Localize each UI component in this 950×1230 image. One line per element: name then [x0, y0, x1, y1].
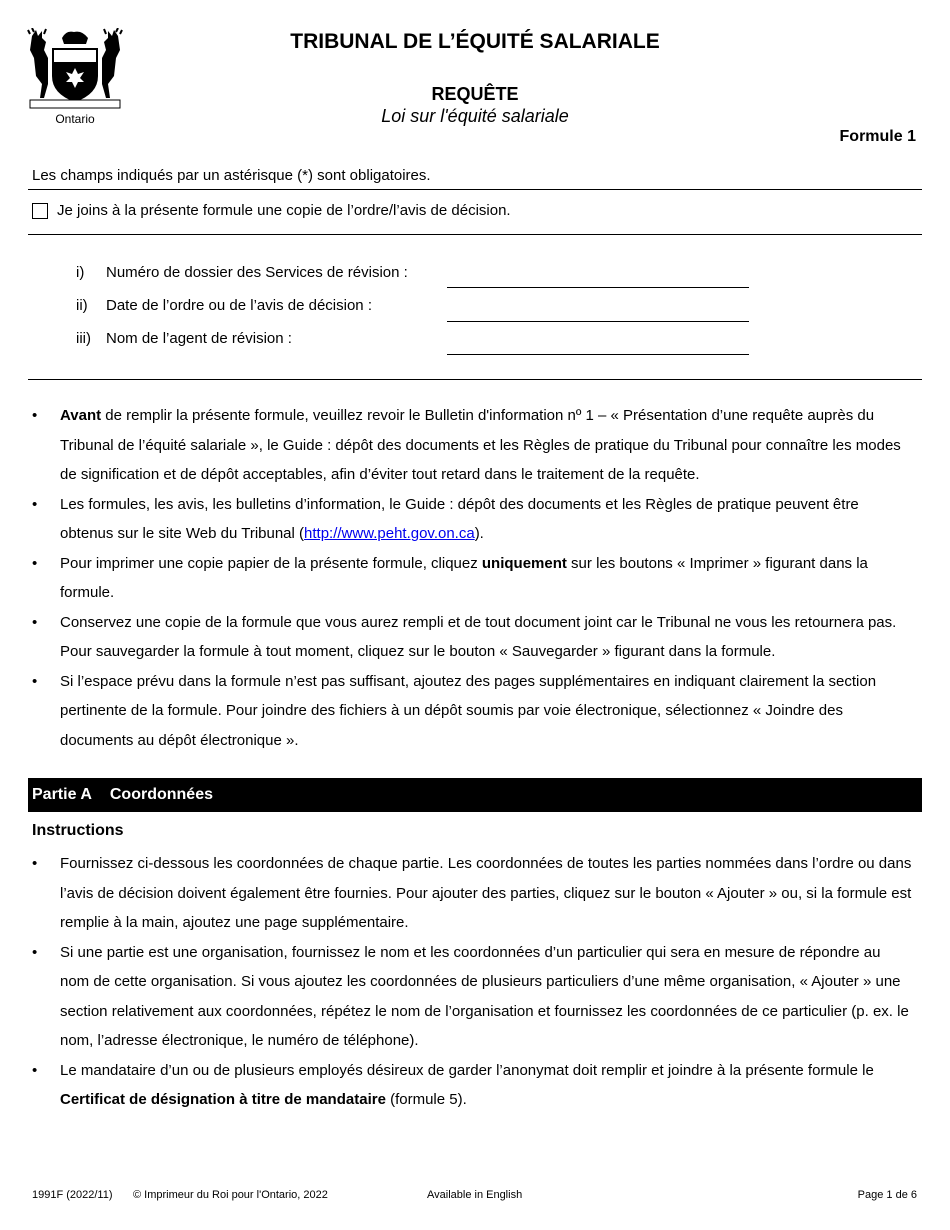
- section-header-part-a: [28, 778, 922, 812]
- party-instructions: [32, 849, 912, 1115]
- list-item: • Pour imprimer une copie papier de la présente formule, cliquez uniquement sur les boutons « Imprimer » figurant dans la formule.: [32, 554, 868, 601]
- section-part: Partie A: [32, 786, 92, 803]
- bullet-text: Conservez une copie de la formule que vous aurez rempli et de tout document joint car le Tribunal ne vous les retournera pas. Pour sauvegarder la formule à tout moment, cliquez sur le bouton « Sauvegarder » figurant dans la formule.: [60, 613, 897, 660]
- tribunal-title: TRIBUNAL DE L’ÉQUITÉ SALARIALE: [290, 30, 660, 53]
- logo-label: Ontario: [55, 112, 95, 126]
- bullet-text: (formule 5).: [385, 1091, 467, 1108]
- list-item: • Fournissez ci-dessous les coordonnées de chaque partie. Les coordonnées de toutes les parties nommées dans l’ordre ou dans l’avis de décision doivent également être fournies. Pour ajouter des parties, cliquez sur le bouton « Ajouter » ou, si la formule est remplie à la main, ajoutez une page supplémentaire.: [32, 855, 912, 931]
- bullet-text: Fournissez ci-dessous les coordonnées de chaque partie. Les coordonnées de toutes les parties nommées dans l’ordre ou dans l’avis de décision doivent également être fournies. Pour ajouter des parties, cliquez sur le bouton « Ajouter » ou, si la formule est remplie à la main, ajoutez une page supplémentaire.: [60, 855, 912, 931]
- bullet-text: ).: [474, 525, 484, 542]
- list-item: • Conservez une copie de la formule que vous aurez rempli et de tout document joint car le Tribunal ne vous les retournera pas. Pour sauvegarder la formule à tout moment, cliquez sur le bouton « Sauvegarder » figurant dans la formule.: [32, 613, 897, 660]
- bullet-text: Le mandataire d’un ou de plusieurs employés désireux de garder l’anonymat doit remplir et joindre à la présente formule le: [60, 1061, 874, 1079]
- bullet-text: Les formules, les avis, les bulletins d’information, le Guide : dépôt des documents et les Règles de pratique peuvent être obtenus sur le site Web du Tribunal (: [60, 495, 859, 542]
- divider: [28, 189, 922, 190]
- act-name: Loi sur l'équité salariale: [381, 106, 569, 126]
- available-in-english: Available in English: [427, 1189, 523, 1201]
- field-label: Nom de l’agent de révision :: [106, 330, 292, 347]
- field-num: i): [76, 264, 85, 281]
- officer-name-input[interactable]: [447, 354, 749, 355]
- bullet-bold: Certificat de désignation à titre de mandataire: [60, 1091, 386, 1108]
- field-decision-date: [76, 297, 372, 314]
- bullet-text: de remplir la présente formule, veuillez revoir le Bulletin d'information nº 1 – « Présentation d’une requête auprès du Tribunal de l’équité salariale », le Guide : dépôt des documents et les Règles de pratique du Tribunal pour connaître les modes de signification et de dépôt acceptables, afin d’éviter tout retard dans le traitement de la requête.: [60, 407, 901, 483]
- attach-copy-label: Je joins à la présente formule une copie de l’ordre/l’avis de décision.: [57, 202, 511, 219]
- decision-date-input[interactable]: [447, 321, 749, 322]
- section-title: Coordonnées: [109, 786, 213, 803]
- required-note: Les champs indiqués par un astérisque (*) sont obligatoires.: [32, 167, 431, 184]
- bullet-bold: Avant: [60, 407, 102, 424]
- attach-copy-checkbox[interactable]: [32, 203, 48, 219]
- bullet-text: Si l’espace prévu dans la formule n’est pas suffisant, ajoutez des pages supplémentaires en indiquant clairement la section pertinente de la formule. Pour joindre des fichiers à un dépôt soumis par voie électronique, sélectionnez « Joindre des documents au dépôt électronique ».: [60, 672, 877, 749]
- field-label: Date de l’ordre ou de l’avis de décision :: [106, 297, 372, 314]
- divider: [28, 234, 922, 235]
- field-num: iii): [76, 330, 91, 347]
- copyright: © Imprimeur du Roi pour l'Ontario, 2022: [133, 1189, 328, 1201]
- bullet-text: Si une partie est une organisation, fournissez le nom et les coordonnées d’un particulier qui sera en mesure de répondre au nom de cette organisation. Si vous ajoutez les coordonnées de plusieurs particuliers d’une même organisation, « Ajouter » une section relativement aux coordonnées, répétez le nom de l’organisation et fournissez les coordonnées de ce particulier (p. ex. le nom, l’adresse électronique, le numéro de téléphone).: [60, 943, 909, 1049]
- bullet-text: sur les boutons « Imprimer » figurant dans la formule.: [60, 554, 868, 601]
- list-item: • Le mandataire d’un ou de plusieurs employés désireux de garder l’anonymat doit remplir et joindre à la présente formule le Certificat de désignation à titre de mandataire (formule 5).: [32, 1061, 874, 1108]
- divider: [28, 379, 922, 380]
- list-item: • Si l’espace prévu dans la formule n’est pas suffisant, ajoutez des pages supplémentaires en indiquant clairement la section pertinente de la formule. Pour joindre des fichiers à un dépôt soumis par voie électronique, sélectionnez « Joindre des documents au dépôt électronique ».: [32, 672, 877, 749]
- file-number-input[interactable]: [447, 287, 749, 288]
- general-instructions: [32, 401, 912, 755]
- field-file-number: [76, 264, 408, 281]
- page-number: Page 1 de 6: [857, 1189, 917, 1201]
- list-item: • Les formules, les avis, les bulletins d’information, le Guide : dépôt des documents et les Règles de pratique peuvent être obtenus sur le site Web du Tribunal (http://www.peht.gov.on.ca).: [32, 495, 859, 542]
- bullet-bold: uniquement: [481, 554, 567, 572]
- field-num: ii): [76, 297, 88, 314]
- form-code: 1991F (2022/11): [32, 1189, 113, 1201]
- field-label: Numéro de dossier des Services de révision :: [106, 264, 408, 281]
- field-officer-name: [76, 330, 292, 347]
- instructions-heading: Instructions: [32, 822, 124, 839]
- form-number: Formule 1: [839, 128, 916, 145]
- bullet-text: Pour imprimer une copie papier de la présente formule, cliquez: [60, 554, 482, 572]
- list-item: • Avant de remplir la présente formule, veuillez revoir le Bulletin d'information nº 1 – « Présentation d’une requête auprès du Tribunal de l’équité salariale », le Guide : dépôt des documents et les Règles de pratique du Tribunal pour connaître les modes de signification et de dépôt acceptables, afin d’éviter tout retard dans le traitement de la requête.: [32, 407, 901, 483]
- attach-copy-row: [32, 202, 511, 219]
- list-item: • Si une partie est une organisation, fournissez le nom et les coordonnées d’un particulier qui sera en mesure de répondre au nom de cette organisation. Si vous ajoutez les coordonnées de plusieurs particuliers d’une même organisation, « Ajouter » une section relativement aux coordonnées, répétez le nom de l’organisation et fournissez les coordonnées de ce particulier (p. ex. le nom, l’adresse électronique, le numéro de téléphone).: [32, 943, 909, 1049]
- form-subtitle: REQUÊTE: [431, 84, 519, 104]
- tribunal-website-link[interactable]: http://www.peht.gov.on.ca: [304, 525, 475, 542]
